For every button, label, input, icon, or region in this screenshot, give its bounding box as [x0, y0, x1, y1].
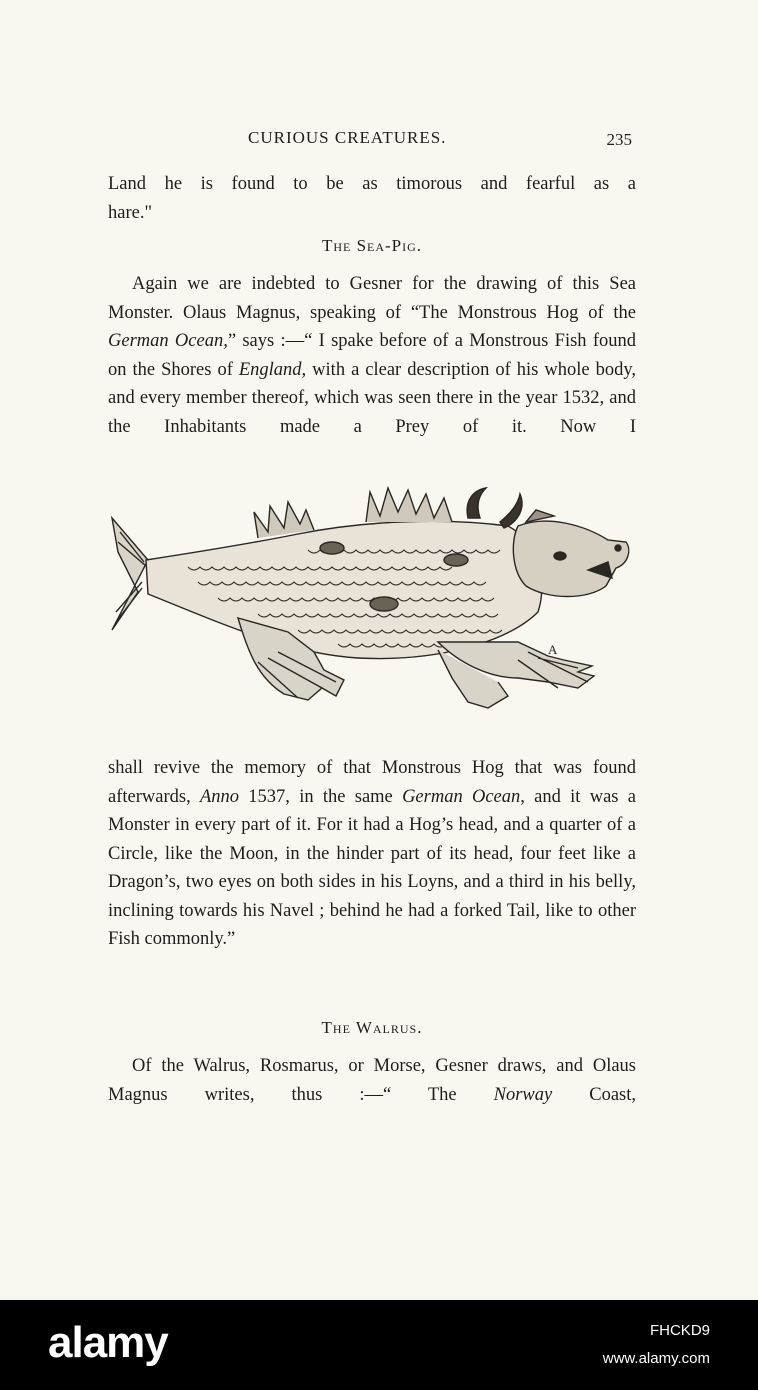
- para2-italic-german-ocean: German Ocean,: [108, 331, 228, 351]
- para2-text-e: with a clear description of his whole body, and every member thereof, which was seen there in the year 1532, and the Inhabitants made a Prey of it. Now I: [108, 359, 637, 437]
- paragraph-3: [108, 754, 636, 954]
- para3-text-a: shall revive the memory of that Monstrous Hog that was found afterwards,: [108, 758, 636, 807]
- paragraph-2: [108, 270, 636, 441]
- brand-logo: alamy: [48, 1318, 168, 1367]
- para3-italic-anno: Anno: [199, 786, 240, 807]
- para2-text-a: Again we are indebted to Gesner for the drawing of this Sea Monster. Olaus Magnus, speaking of “The Monstrous Hog of the: [108, 274, 636, 323]
- paragraph-1-line-1: Land he is found to be as timorous and fearful as a: [108, 174, 636, 194]
- watermark-banner: [0, 1300, 758, 1390]
- paragraph-1: [108, 170, 636, 227]
- para3-text-c: 1537, in the same: [239, 786, 403, 807]
- para2-italic-england: England,: [238, 359, 307, 380]
- image-id: FHCKD9: [649, 1322, 710, 1339]
- sea-pig-illustration: [108, 482, 636, 732]
- para4-italic-norway: Norway: [493, 1084, 553, 1105]
- monogram: A: [548, 642, 558, 657]
- section-title-sea-pig: The Sea-Pig.: [321, 236, 423, 255]
- para2-text-c: ” says :—“ I spake before of a Monstrous Fish found on the Shores of: [108, 331, 636, 380]
- page-header: [108, 128, 636, 152]
- para4-text-c: Coast,: [552, 1084, 636, 1105]
- para4-text-a: Of the Walrus, Rosmarus, or Morse, Gesner draws, and Olaus Magnus writes, thus :—“ The: [108, 1056, 636, 1105]
- site-url: www.alamy.com: [602, 1350, 710, 1367]
- para3-text-e: and it was a Monster in every part of it. For it had a Hog’s head, and a quarter of a Circle, like the Moon, in the hinder part of its head, four feet like a Dragon’s, two eyes on both sides in his Loyns, and a third in his belly, inclining towards his Navel ; behind he had a forked Tail, like to other Fish commonly.”: [108, 786, 636, 949]
- page-number: 235: [606, 130, 632, 149]
- paragraph-1-line-2: hare.": [108, 202, 153, 223]
- running-head: CURIOUS CREATURES.: [248, 128, 447, 147]
- section-title-walrus: The Walrus.: [321, 1018, 423, 1037]
- para3-italic-german-ocean: German Ocean,: [402, 786, 525, 807]
- paragraph-4: [108, 1052, 636, 1109]
